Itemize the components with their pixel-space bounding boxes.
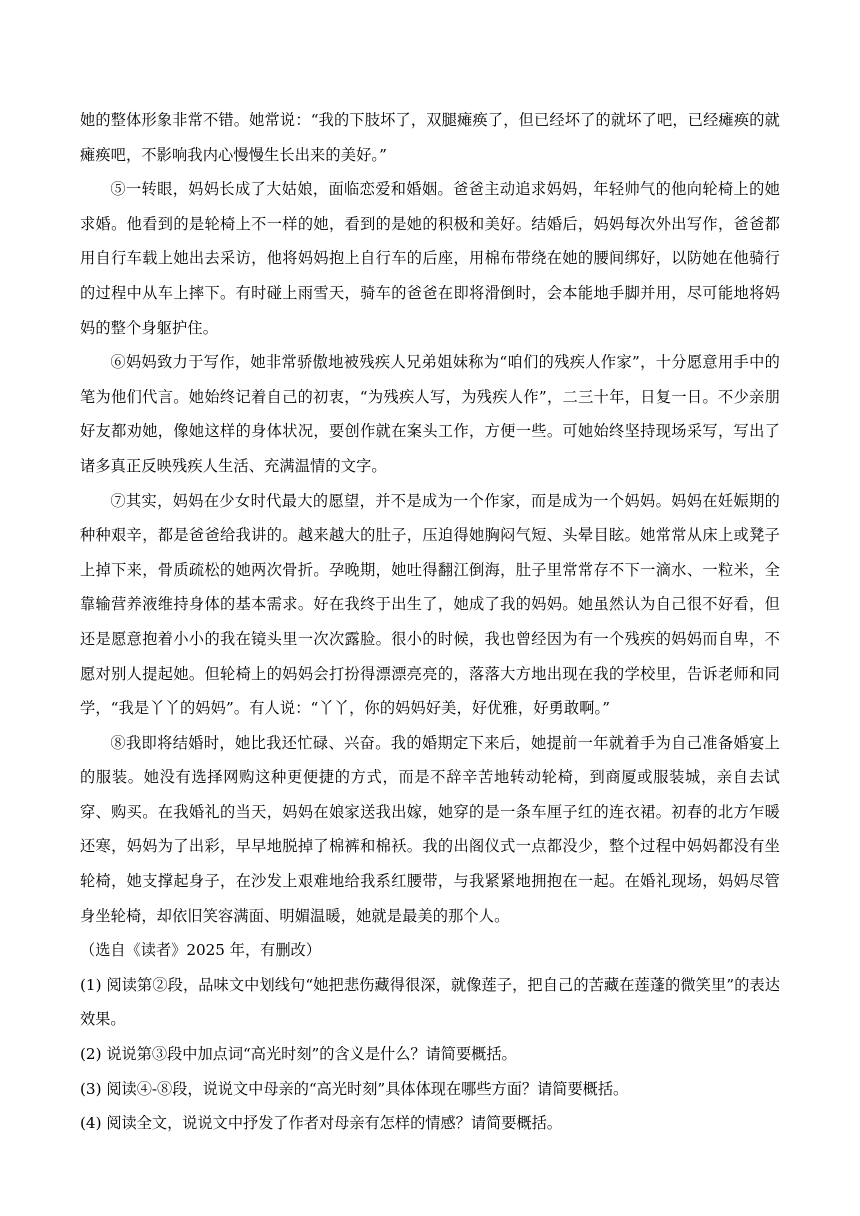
paragraph-6: ⑥妈妈致力于写作，她非常骄傲地被残疾人兄弟姐妹称为“咱们的残疾人作家”，十分愿意用手中的笔为他们代言。她始终记着自己的初衷，“为残疾人写，为残疾人作”，二三十年，日复一日。不少亲朋好友都劝她，像她这样的身体状况，要创作就在案头工作，方便一些。可她始终坚持现场采写，写出了诸多真正反映残疾人生活、充满温情的文字。 bbox=[80, 353, 780, 475]
question-2: (2) 说说第③段中加点词“高光时刻”的含义是什么？请简要概括。 bbox=[80, 1045, 517, 1064]
question-4: (4) 阅读全文，说说文中抒发了作者对母亲有怎样的情感？请简要概括。 bbox=[80, 1114, 562, 1133]
question-1: (1) 阅读第②段，品味文中划线句“她把悲伤藏得很深，就像莲子，把自己的苦藏在莲蓬的微笑里”的表达效果。 bbox=[80, 975, 780, 1029]
document-page bbox=[80, 103, 780, 1141]
paragraph-5: ⑤一转眼，妈妈长成了大姑娘，面临恋爱和婚姻。爸爸主动追求妈妈，年轻帅气的他向轮椅上的她求婚。他看到的是轮椅上不一样的她，看到的是她的积极和美好。结婚后，妈妈每次外出写作，爸爸都用自行车载上她出去采访，他将妈妈抱上自行车的后座，用棉布带绕在她的腰间绑好，以防她在他骑行的过程中从车上摔下。有时碰上雨雪天，骑车的爸爸在即将滑倒时，会本能地手脚并用，尽可能地将妈妈的整个身躯护住。 bbox=[80, 180, 780, 337]
paragraph-7: ⑦其实，妈妈在少女时代最大的愿望，并不是成为一个作家，而是成为一个妈妈。妈妈在妊娠期的种种艰辛，都是爸爸给我讲的。越来越大的肚子，压迫得她胸闷气短、头晕目眩。她常常从床上或凳子上掉下来，骨质疏松的她两次骨折。孕晚期，她吐得翻江倒海，肚子里常常存不下一滴水、一粒米，全靠输营养液维持身体的基本需求。好在我终于出生了，她成了我的妈妈。她虽然认为自己很不好看，但还是愿意抱着小小的我在镜头里一次次露脸。很小的时候，我也曾经因为有一个残疾的妈妈而自卑，不愿对别人提起她。但轮椅上的妈妈会打扮得漂漂亮亮的，落落大方地出现在我的学校里，告诉老师和同学，“我是丫丫的妈妈”。有人说：“丫丫，你的妈妈好美，好优雅，好勇敢啊。” bbox=[80, 491, 780, 718]
paragraph-8: ⑧我即将结婚时，她比我还忙碌、兴奋。我的婚期定下来后，她提前一年就着手为自己准备婚宴上的服装。她没有选择网购这种更便捷的方式，而是不辞辛苦地转动轮椅，到商厦或服装城，亲自去试穿、购买。在我婚礼的当天，妈妈在娘家送我出嫁，她穿的是一条车厘子红的连衣裙。初春的北方乍暖还寒，妈妈为了出彩，早早地脱掉了棉裤和棉袄。我的出阁仪式一点都没少，整个过程中妈妈都没有坐轮椅，她支撑起身子，在沙发上艰难地给我系红腰带，与我紧紧地拥抱在一起。在婚礼现场，妈妈尽管身坐轮椅，却依旧笑容满面、明媚温暖，她就是最美的那个人。 bbox=[80, 733, 780, 925]
source-citation: （选自《读者》2025 年，有删改） bbox=[80, 941, 321, 960]
paragraph-continued: 她的整体形象非常不错。她常说：“我的下肢坏了，双腿瘫痪了，但已经坏了的就坏了吧，已经瘫痪的就瘫痪吧，不影响我内心慢慢生长出来的美好。” bbox=[80, 111, 780, 164]
question-3: (3) 阅读④-⑧段，说说文中母亲的“高光时刻”具体体现在哪些方面？请简要概括。 bbox=[80, 1079, 629, 1098]
